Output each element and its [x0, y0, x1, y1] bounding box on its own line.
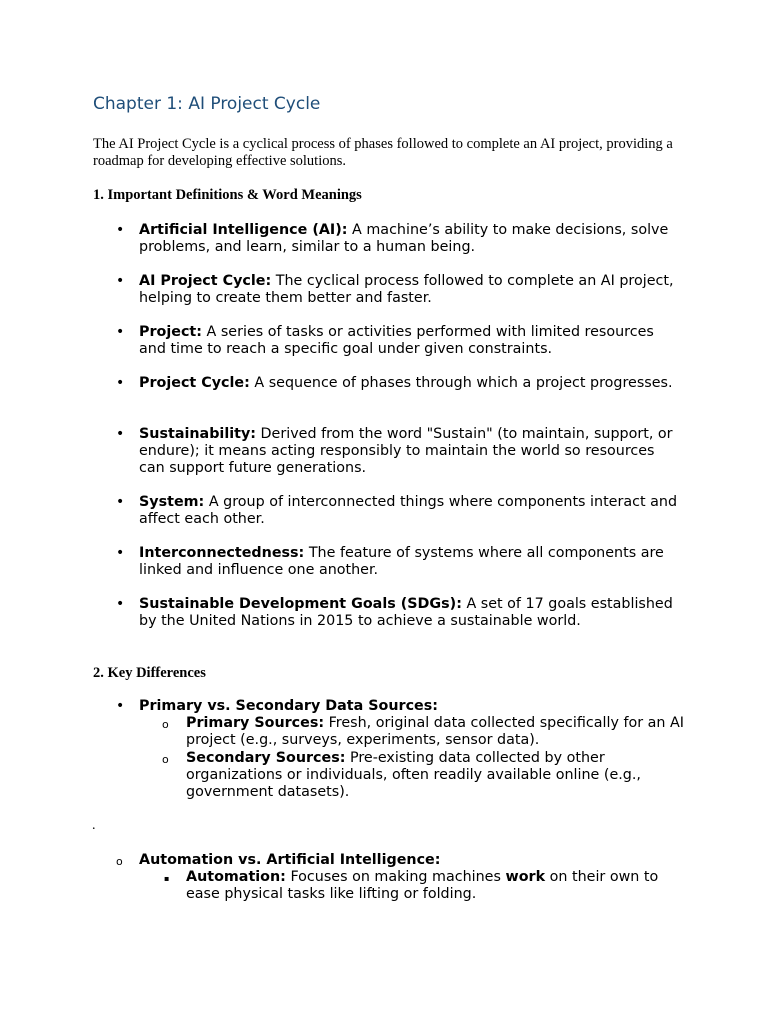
- bullet-icon: •: [116, 324, 125, 340]
- definition-term: System:: [139, 494, 205, 510]
- sub-item-primary-sources: [186, 715, 686, 749]
- definition-item: [139, 324, 684, 358]
- definition-text: A set of 17 goals established by the United Nations in 2015 to achieve a sustainable world.: [139, 596, 673, 630]
- difference-heading-automation: Automation vs. Artificial Intelligence:: [139, 852, 441, 868]
- bullet-icon: •: [116, 375, 125, 391]
- circle-bullet-icon: o: [162, 753, 169, 766]
- sub-item-text: Fresh, original data collected specifically for an AI project (e.g., surveys, experiments, sensor data).: [186, 715, 685, 749]
- definition-text: Derived from the word "Sustain" (to maintain, support, or endure); it means acting responsibly to maintain the world so resources can support future generations.: [139, 426, 673, 477]
- sub-item-term: Automation:: [186, 869, 286, 885]
- chapter-title: Chapter 1: AI Project Cycle: [93, 94, 321, 114]
- definition-term: Project Cycle:: [139, 375, 250, 391]
- definition-text: The feature of systems where all components are linked and influence one another.: [139, 545, 664, 579]
- definition-text: The cyclical process followed to complete an AI project, helping to create them better and faster.: [139, 273, 674, 307]
- definition-text: A machine’s ability to make decisions, solve problems, and learn, similar to a human being.: [139, 222, 669, 256]
- bullet-icon: •: [116, 596, 125, 612]
- section-heading-differences: 2. Key Differences: [93, 665, 206, 681]
- circle-bullet-icon: o: [162, 718, 169, 731]
- definition-text: A group of interconnected things where components interact and affect each other.: [139, 494, 678, 528]
- difference-heading-data-sources: Primary vs. Secondary Data Sources:: [139, 698, 438, 714]
- definition-text: A sequence of phases through which a project progresses.: [249, 375, 673, 391]
- stray-period: .: [92, 818, 96, 833]
- definition-term: Interconnectedness:: [139, 545, 305, 561]
- definition-item: [139, 494, 684, 528]
- definition-item: [139, 375, 684, 392]
- definition-term: Sustainability:: [139, 426, 256, 442]
- sub-item-secondary-sources: [186, 750, 686, 802]
- circle-bullet-icon: o: [116, 855, 123, 868]
- definition-item: [139, 545, 684, 579]
- definition-item: [139, 426, 684, 478]
- bullet-icon: •: [116, 494, 125, 510]
- sub-item-term: Secondary Sources:: [186, 750, 346, 766]
- bullet-icon: •: [116, 545, 125, 561]
- definition-term: Artificial Intelligence (AI):: [139, 222, 348, 238]
- definition-term: Project:: [139, 324, 202, 340]
- definition-text: A series of tasks or activities performed with limited resources and time to reach a specific goal under given constraints.: [139, 324, 654, 358]
- definition-item: [139, 273, 684, 307]
- sub-item-text: Pre-existing data collected by other organizations or individuals, often readily available online (e.g., government datasets).: [186, 750, 641, 801]
- definition-term: AI Project Cycle:: [139, 273, 272, 289]
- sub-item-automation: Automation: Focuses on making machines work on their own to ease physical tasks like lifting or folding.: [186, 869, 659, 903]
- definition-term: Sustainable Development Goals (SDGs):: [139, 596, 462, 612]
- definition-item: [139, 596, 684, 630]
- bullet-icon: •: [116, 222, 125, 238]
- definition-item: [139, 222, 684, 256]
- intro-paragraph: The AI Project Cycle is a cyclical process of phases followed to complete an AI project, providing a roadmap for developing effective solutions.: [93, 136, 673, 169]
- sub-item-term: Primary Sources:: [186, 715, 325, 731]
- square-bullet-icon: ▪: [164, 874, 170, 883]
- section-heading-definitions: 1. Important Definitions & Word Meanings: [93, 187, 362, 203]
- bullet-icon: •: [116, 273, 125, 289]
- bullet-icon: •: [116, 426, 125, 442]
- bullet-icon: •: [116, 698, 125, 714]
